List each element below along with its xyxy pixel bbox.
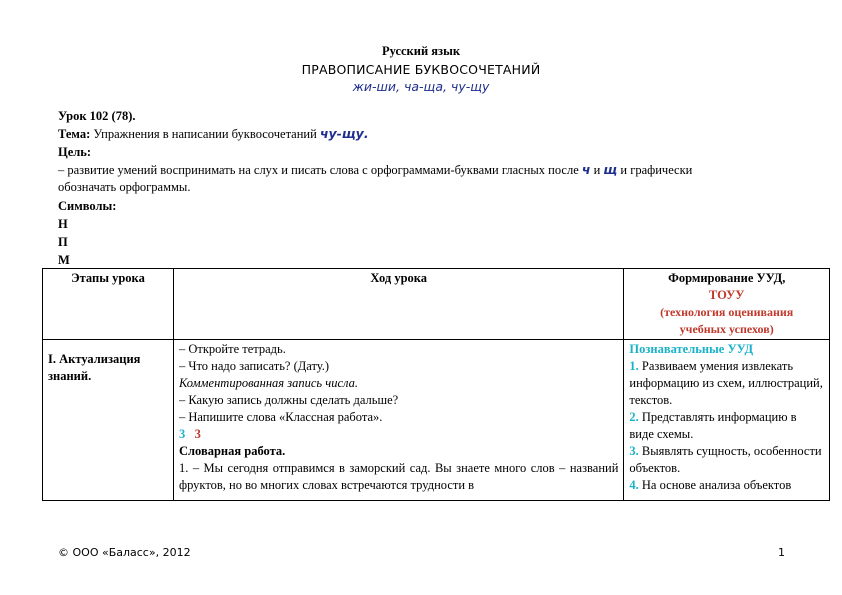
course-line: Словарная работа. — [178, 444, 286, 458]
course-line: – Напишите слова «Классная работа». — [178, 410, 383, 424]
lesson-number: Урок 102 (78). — [58, 109, 136, 123]
goal-text-part-1: – развитие умений воспринимать на слух и писать слова с орфограммами-буквами гласных после — [58, 163, 579, 177]
stage-title: I. Актуализация знаний. — [48, 352, 141, 383]
topic-subtitle: жи-ши, ча-ща, чу-щу — [352, 79, 490, 94]
header-stages: Этапы урока — [43, 269, 174, 340]
page-number: 1 — [778, 546, 785, 559]
uud-item — [629, 443, 824, 477]
uud-title: Познавательные УУД — [629, 342, 754, 356]
uud-item-text: Развиваем умения извлекать информацию из схем, иллюстраций, текстов. — [629, 359, 823, 407]
course-line: – Откройте тетрадь. — [178, 342, 286, 356]
goal-and: и — [593, 163, 601, 177]
course-line: 1. – Мы сегодня отправимся в заморский сад. Вы знаете много слов – названий фруктов, но во многих словах встречаются трудности в — [178, 461, 619, 492]
lesson-table — [42, 268, 830, 501]
symbol-p: П — [58, 235, 68, 249]
footer-copyright: © ООО «Баласс», 2012 — [58, 546, 191, 559]
uud-header-line-4: учебных успехов) — [679, 322, 774, 336]
goal-letter-shch: щ — [603, 162, 618, 177]
goal-label: Цель: — [58, 145, 92, 159]
symbols-label: Символы: — [58, 199, 117, 213]
stage-cell — [43, 340, 174, 501]
uud-item — [629, 358, 824, 409]
uud-item-number: 3. — [629, 444, 639, 458]
course-cell — [173, 340, 623, 501]
uud-item — [629, 477, 824, 494]
uud-item — [629, 409, 824, 443]
uud-cell — [624, 340, 830, 501]
uud-item-text: Выявлять сущность, особенности объектов. — [629, 444, 822, 475]
uud-item-text: На основе анализа объектов — [641, 478, 792, 492]
course-line: – Какую запись должны сделать дальше? — [178, 393, 399, 407]
course-line: – Что надо записать? (Дату.) — [178, 359, 330, 373]
uud-item-number: 4. — [629, 478, 639, 492]
course-symbols — [179, 426, 618, 443]
goal-letter-ch: ч — [581, 162, 591, 177]
header-course: Ход урока — [173, 269, 623, 340]
theme-text: Упражнения в написании буквосочетаний — [93, 127, 317, 141]
header-uud — [624, 269, 830, 340]
uud-item-number: 2. — [629, 410, 639, 424]
theme-label: Тема: — [58, 127, 91, 141]
symbol-number-2: 3 — [194, 427, 201, 441]
course-content — [179, 341, 618, 497]
goal-text — [58, 162, 788, 178]
uud-item-text: Представлять информацию в виде схемы. — [629, 410, 797, 441]
subject-title: Русский язык — [381, 44, 461, 58]
symbol-number-1: 3 — [178, 427, 186, 441]
uud-header-line-3: (технология оценивания — [660, 305, 794, 319]
uud-item-number: 1. — [629, 359, 639, 373]
table-header-row — [43, 269, 830, 340]
course-line: Комментированная запись числа. — [178, 376, 358, 390]
lesson-theme — [58, 126, 369, 142]
uud-content — [629, 341, 824, 497]
symbol-m: М — [58, 253, 70, 267]
goal-text-part-3: обозначать орфограммы. — [58, 180, 191, 194]
topic-title: ПРАВОПИСАНИЕ БУКВОСОЧЕТАНИЙ — [301, 62, 541, 77]
goal-text-part-2: и графически — [620, 163, 693, 177]
symbol-n: Н — [58, 217, 68, 231]
uud-header-line-1: Формирование УУД, — [668, 271, 786, 285]
uud-header-line-2: ТОУУ — [708, 288, 745, 302]
theme-highlight: чу-щу. — [319, 126, 369, 141]
table-row — [43, 340, 830, 501]
